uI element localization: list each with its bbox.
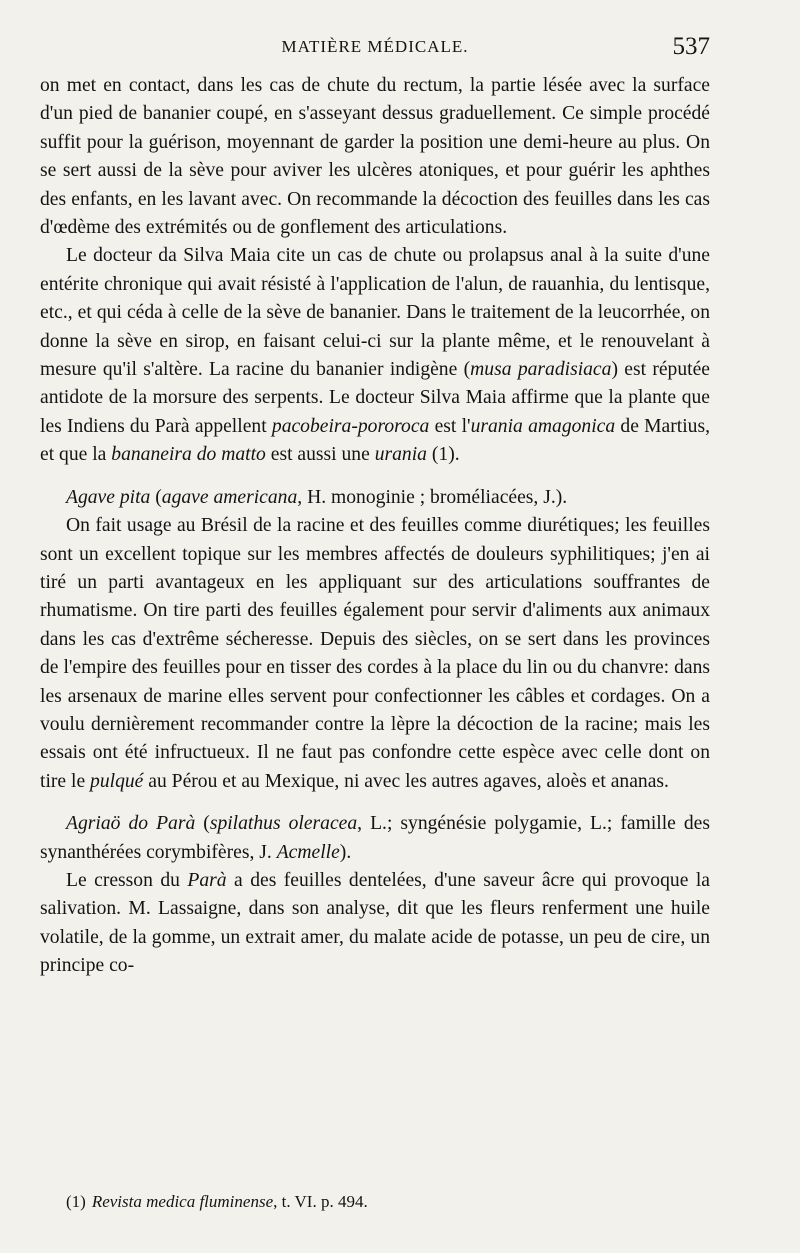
- entry-heading: [40, 484, 710, 512]
- species-name: bananeira do matto: [111, 444, 266, 466]
- footnote-source: Revista medica fluminense: [91, 1192, 274, 1211]
- footnote-reference: , t. VI. p. 494.: [273, 1192, 368, 1211]
- species-name: urania amagonica: [470, 415, 616, 437]
- paragraph-text: on met en contact, dans les cas de chute du rectum, la partie lésée avec la surface d'un pied de bananier coupé, en s'asseyant dessus graduellement. Ce simple procédé suffit pour la guérison, moyennant de garder la position une demi-heure au plus. On se sert aussi de la sève pour aviver les ulcères atoniques, et pour guérir les aphthes des enfants, en les lavant avec. On recommande la décoction des feuilles dans les cas d'œdème des extrémités ou de gonflement des articulations.: [40, 75, 710, 239]
- entry-text: , L.; syngénésie polygamie, L.; famille des synanthérées corymbifères, J.: [40, 813, 710, 863]
- paragraph-text: (1).: [426, 444, 460, 466]
- species-name: Acmelle: [276, 841, 340, 863]
- paragraph: [40, 867, 710, 981]
- species-name: musa paradisiaca: [470, 359, 612, 381]
- running-title: MATIÈRE MÉDICALE.: [281, 37, 469, 56]
- paragraph: [40, 72, 710, 242]
- entry-heading: [40, 810, 710, 867]
- paragraph-text: ) est réputée antidote de la morsure des serpents. Le docteur Silva Maia affirme que la plante que les Indiens du Parà appellent: [40, 359, 710, 437]
- species-name: pacobeira-pororoca: [271, 415, 430, 437]
- species-name: urania: [374, 444, 427, 466]
- species-name: spilathus oleracea: [209, 813, 358, 835]
- paragraph: [40, 242, 710, 469]
- paragraph-text: au Pérou et au Mexique, ni avec les autres agaves, aloès et ananas.: [143, 770, 669, 792]
- page-header: [40, 33, 710, 63]
- entry-text: (: [195, 813, 210, 835]
- entry-text: (: [150, 486, 162, 508]
- paragraph-text: On fait usage au Brésil de la racine et des feuilles comme diurétiques; les feuilles sont un excellent topique sur les membres affectés de douleurs syphilitiques; j'en ai tiré un parti avantageux en les appliquant sur des articulations souffrantes de rhumatisme. On tire parti des feuilles également pour servir d'aliments aux animaux dans les cas d'extrême sécheresse. Depuis des siècles, on se sert dans les provinces de l'empire des feuilles pour en tisser des cordes à la place du lin ou du chanvre: dans les arsenaux de marine elles servent pour confectionner les câbles et cordages. On a voulu dernièrement recommander contre la lèpre la décoction de la racine; mais les essais ont été infructueux. Il ne faut pas confondre cette espèce avec celle dont on tire le: [40, 515, 710, 792]
- species-name: pulqué: [90, 770, 144, 792]
- page-number: 537: [672, 33, 710, 60]
- species-name: Parà: [187, 869, 227, 891]
- paragraph-text: Le cresson du: [66, 869, 188, 891]
- paragraph-text: est l': [429, 415, 471, 437]
- paragraph-text: Le docteur da Silva Maia cite un cas de chute ou prolapsus anal à la suite d'une entérite chronique qui avait résisté à l'application de l'alun, de rauanhia, du lentisque, etc., et qui céda à celle de la sève de bananier. Dans le traitement de la leucorrhée, on donne la sève en sirop, en faisant celui-ci sur la plante même, et le renouvelant à mesure qu'il s'altère. La racine du bananier indigène (: [40, 245, 710, 381]
- species-name: agave americana: [161, 486, 298, 508]
- paragraph-text: de Martius, et que la: [40, 415, 710, 466]
- entry-text: ).: [339, 841, 352, 863]
- paragraph-text: a des feuilles dentelées, d'une saveur âcre qui provoque la salivation. M. Lassaigne, dans son analyse, dit que les fleurs renferment une huile volatile, de la gomme, un extrait amer, du malate acide de potasse, un peu de cire, un principe co-: [40, 869, 710, 977]
- entry-text: , H. monoginie ; broméliacées, J.).: [297, 486, 568, 508]
- footnote-marker: (1): [66, 1192, 86, 1211]
- paragraph: [40, 512, 710, 796]
- body-text: [40, 72, 710, 981]
- footnote: [66, 1192, 368, 1212]
- entry-name: Agave pita: [66, 486, 151, 508]
- paragraph-text: est aussi une: [265, 444, 375, 466]
- entry-name: Agriaö do Parà: [66, 813, 196, 835]
